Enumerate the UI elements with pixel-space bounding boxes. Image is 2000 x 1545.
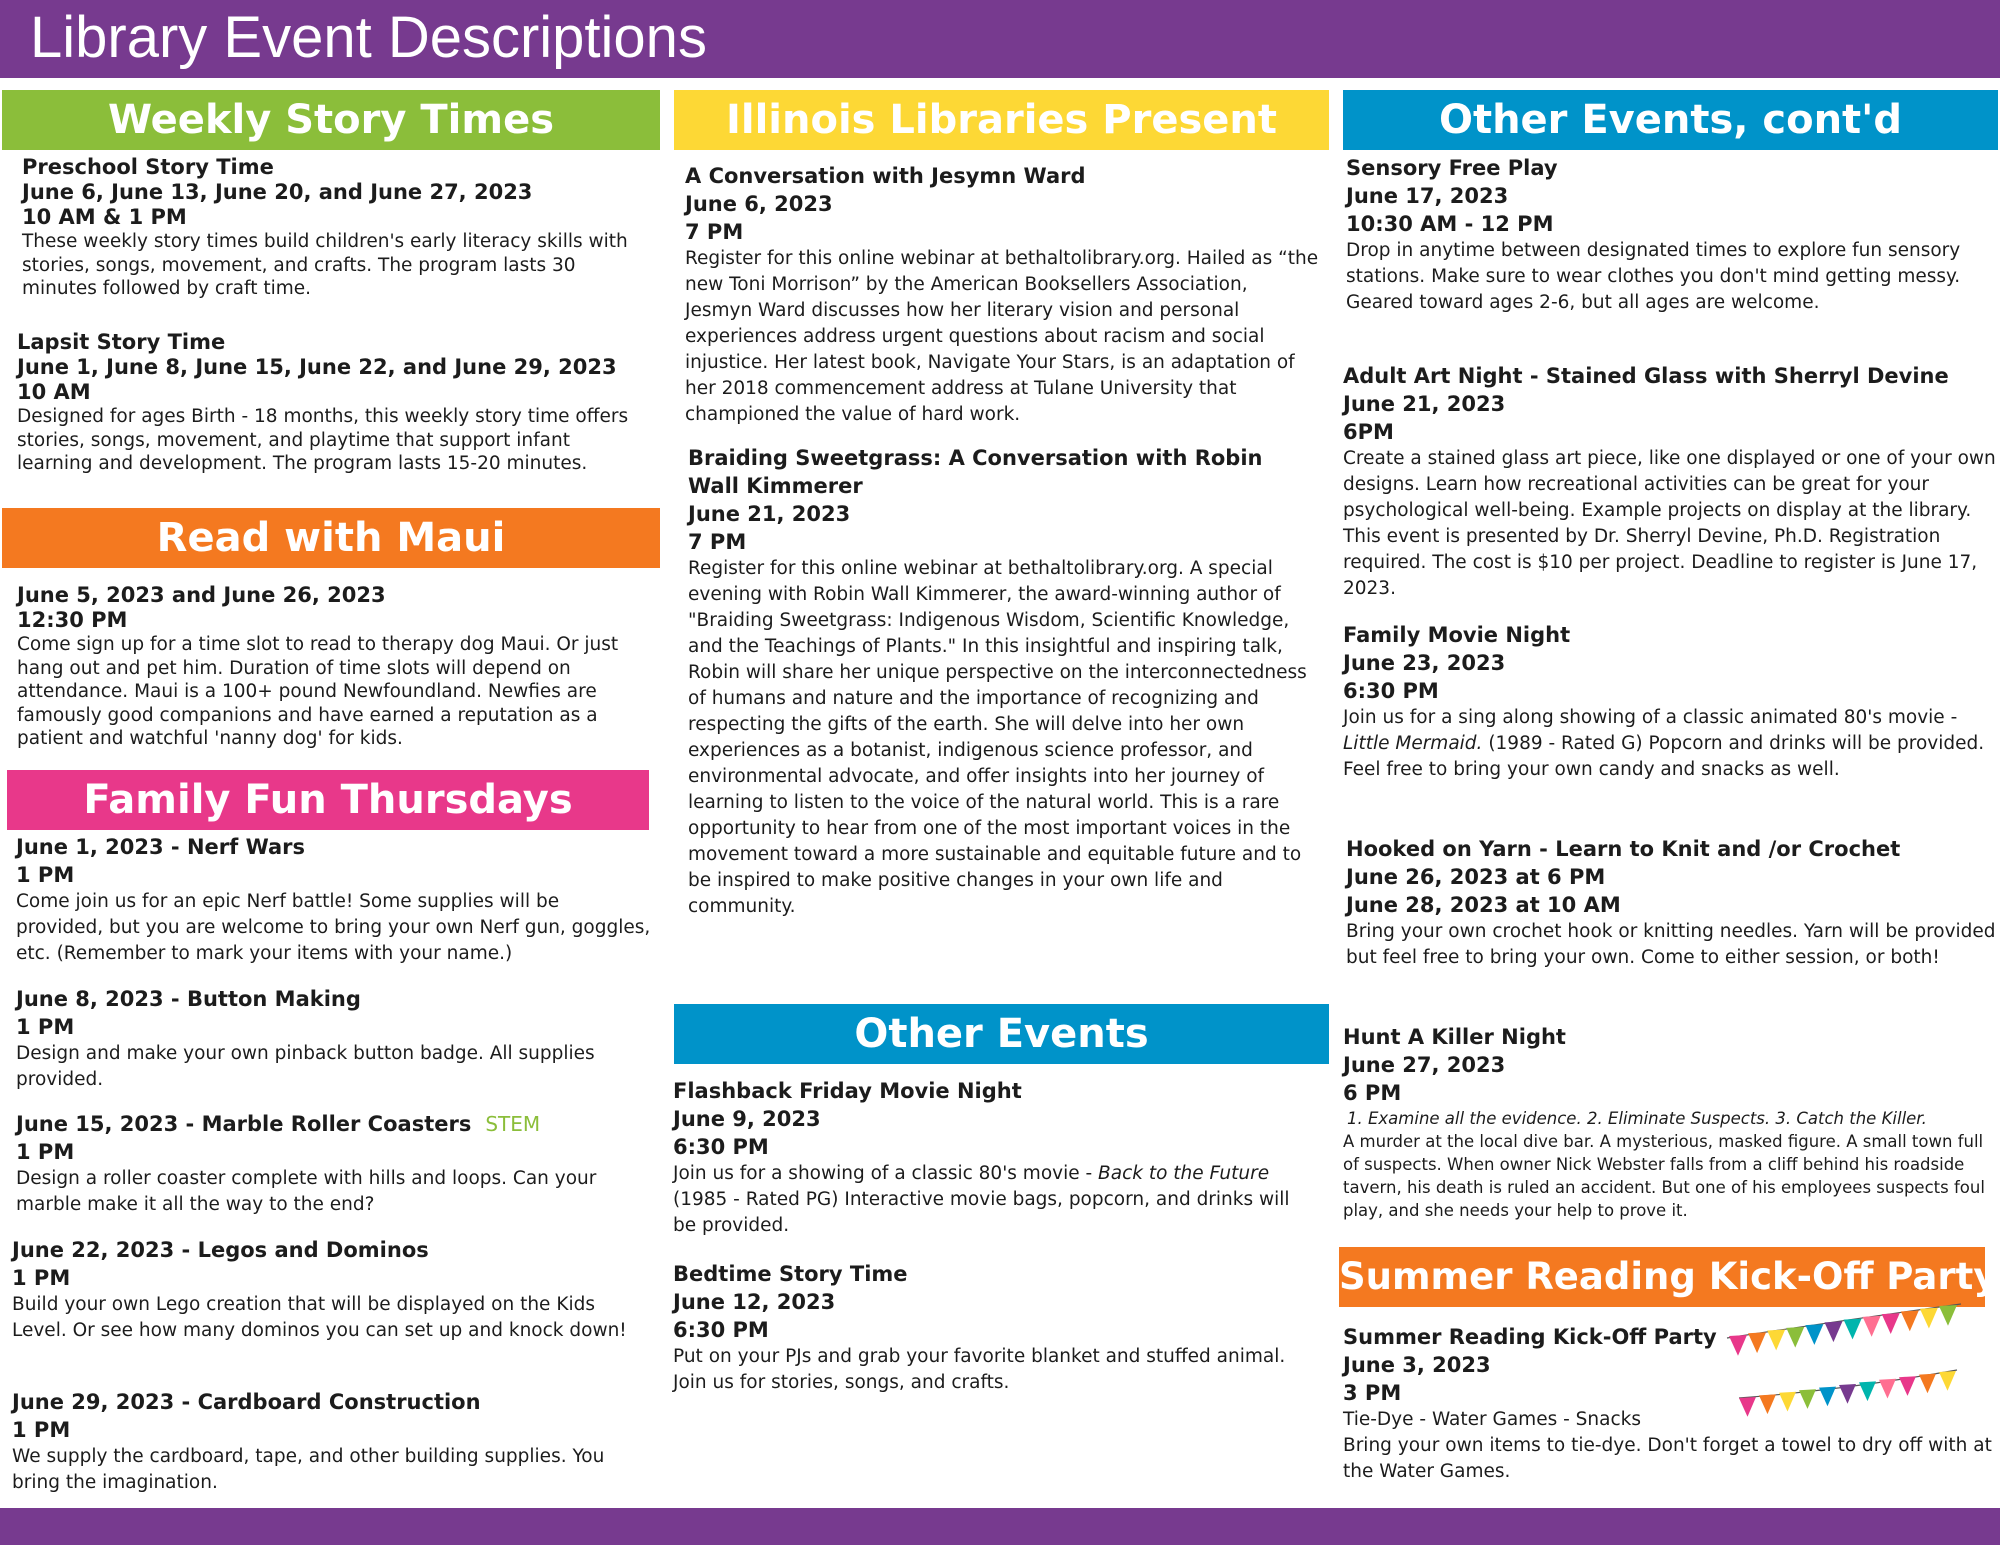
bunting-flag [1939,1305,1957,1326]
event-description: Bring your own items to tie-dye. Don't forget a towel to dry off with at the Water Games. [1343,1435,1992,1482]
family-fun-thursdays-banner [7,770,649,830]
page-title: Library Event Descriptions [30,5,707,70]
event-time: 7 PM [688,530,747,554]
event-description: Put on your PJs and grab your favorite blanket and stuffed animal. Join us for stories, songs, and crafts. [673,1346,1286,1393]
event-description: Register for this online webinar at bethaltolibrary.org. A special evening with Robin Wall Kimmerer, the award-winning author of "Braiding Sweetgrass: Indigenous Wisdom, Scientific Knowledge, and the Teachings of Plants." In this insightful and inspiring talk, Robin will share her unique perspective on the interconnectedness of humans and nature and the importance of recognizing and respecting the gifts of the earth. She will delve into her own experiences as a botanist, indigenous science professor, and environmental advocate, and offer insights into her journey of learning to listen to the voice of the natural world. This is a rare opportunity to hear from one of the most important voices in the movement toward a more sustainable and equitable future and to be inspired to make positive changes in your own life and community. [688,558,1307,917]
weekly-story-times-section [22,155,642,301]
event-date: June 21, 2023 [1343,392,1506,416]
event-date: June 23, 2023 [1343,651,1506,675]
other-events-contd-heading: Other Events, cont'd [1438,97,1903,143]
family-fun-thursdays-heading: Family Fun Thursdays [83,777,573,823]
marble-roller-coasters-event [12,1110,652,1236]
summer-reading-banner [1339,1247,1998,1307]
adult-art-night-event [1343,362,1998,621]
legos-dominos-event [12,1236,652,1388]
event-time: 10 AM [17,380,91,404]
event-title: Summer Reading Kick-Off Party [1343,1325,1717,1349]
event-time: 1 PM [16,1140,75,1164]
sensory-free-play-event [1343,154,1998,362]
event-time: 6:30 PM [673,1135,769,1159]
bunting-flag [1786,1327,1804,1348]
title-bar [0,0,2000,78]
event-title: Bedtime Story Time [673,1262,908,1286]
event-description: These weekly story times build children's early literacy skills with stories, songs, movement, and crafts. The program lasts 30 minutes followed by craft time. [22,231,628,299]
bunting-flag [1899,1376,1916,1396]
event-date-2: June 28, 2023 at 10 AM [1346,893,1621,917]
illinois-libraries-section [685,162,1320,920]
button-making-event [12,985,652,1110]
bunting-flag [1920,1308,1938,1329]
event-description [1343,705,1998,783]
event-dates: June 6, June 13, June 20, and June 27, 2023 [22,180,533,204]
bunting-flag [1799,1389,1816,1409]
event-time: 7 PM [685,220,744,244]
illinois-libraries-banner [674,90,1329,150]
flashback-friday-event [673,1077,1313,1260]
read-with-maui-event [17,583,642,751]
event-time: 1 PM [16,863,75,887]
event-description: Design a roller coaster complete with hills and loops. Can your marble make it all the way to the end? [16,1168,597,1215]
event-date: June 27, 2023 [1343,1053,1506,1077]
event-title: Hunt A Killer Night [1343,1025,1566,1049]
bunting-flag [1859,1381,1876,1401]
event-dates: June 5, 2023 and June 26, 2023 [17,583,386,607]
event-date: June 3, 2023 [1343,1353,1491,1377]
event-description: Build your own Lego creation that will be displayed on the Kids Level. Or see how many dominos you can set up and knock down! [12,1294,627,1341]
event-date: June 17, 2023 [1346,184,1509,208]
event-title: June 15, 2023 - Marble Roller Coasters [16,1112,472,1136]
read-with-maui-heading: Read with Maui [156,515,506,561]
event-tagline: 1. Examine all the evidence. 2. Eliminate Suspects. 3. Catch the Killer. [1347,1109,1927,1128]
event-title: June 1, 2023 - Nerf Wars [16,835,306,859]
bunting-flag [1824,1321,1842,1342]
bunting-flag [1739,1397,1756,1417]
event-time: 6:30 PM [1343,679,1439,703]
bunting-flag [1901,1310,1919,1331]
family-fun-thursdays-section [12,833,652,1496]
event-time: 1 PM [16,1015,75,1039]
event-description: Drop in anytime between designated times to explore fun sensory stations. Make sure to wear clothes you don't mind getting messy. Geared toward ages 2-6, but all ages are welcome. [1346,240,1961,313]
event-time: 3 PM [1343,1381,1402,1405]
hooked-on-yarn-event [1343,835,1998,1023]
event-date: June 21, 2023 [688,502,851,526]
bunting-flag [1882,1313,1900,1334]
event-title: June 29, 2023 - Cardboard Construction [12,1390,481,1414]
event-time: 6 PM [1343,1081,1402,1105]
event-title: June 8, 2023 - Button Making [16,987,361,1011]
bunting-flag [1939,1371,1956,1391]
event-date: June 6, 2023 [685,192,833,216]
event-title: Family Movie Night [1343,623,1571,647]
weekly-story-times-heading: Weekly Story Times [107,97,554,143]
description-start: Join us for a sing along showing of a classic animated 80's movie - [1343,707,1958,728]
movie-title: Little Mermaid. [1343,733,1483,754]
event-description: Come join us for an epic Nerf battle! Some supplies will be provided, but you are welcome to bring your own Nerf gun, goggles, etc. (Remember to mark your items with your name.) [16,891,651,964]
event-title: Preschool Story Time [22,155,274,179]
cardboard-construction-event [12,1388,652,1496]
nerf-wars-event [12,833,652,985]
hunt-a-killer-event [1343,1023,1998,1222]
event-date: June 12, 2023 [673,1290,836,1314]
bunting-flag [1919,1374,1936,1394]
other-events-banner [674,1004,1329,1064]
bunting-flag [1748,1332,1766,1353]
event-time: 1 PM [12,1266,71,1290]
event-time: 10 AM & 1 PM [22,205,187,229]
other-events-section [673,1077,1313,1396]
event-title: Sensory Free Play [1346,156,1558,180]
event-description: Register for this online webinar at bethaltolibrary.org. Hailed as “the new Toni Morrison” by the American Booksellers Association, Jesmyn Ward discusses how her literary vision and personal experiences address urgent questions about racism and social injustice. Her latest book, Navigate Your Stars, is an adaptation of her 2018 commencement address at Tulane University that championed the value of hard work. [685,248,1319,425]
weekly-story-times-banner [2,90,660,150]
event-title: Braiding Sweetgrass: A Conversation with Robin Wall Kimmerer [688,446,1263,498]
bunting-flag [1729,1335,1747,1356]
event-time: 10:30 AM - 12 PM [1346,212,1554,236]
other-events-heading: Other Events [854,1011,1149,1057]
event-time: 1 PM [12,1418,71,1442]
bunting-flag [1819,1387,1836,1407]
event-description: Designed for ages Birth - 18 months, this weekly story time offers stories, songs, movement, and playtime that support infant learning and development. The program lasts 15-20 minutes. [17,406,629,474]
event-title: Flashback Friday Movie Night [673,1079,1022,1103]
event-title: Adult Art Night - Stained Glass with Sherryl Devine [1343,364,1949,388]
event-date-1: June 26, 2023 at 6 PM [1346,865,1606,889]
other-events-contd-section [1343,154,1998,1222]
event-dates: June 1, June 8, June 15, June 22, and June 29, 2023 [17,355,617,379]
event-description: Design and make your own pinback button badge. All supplies provided. [16,1043,595,1090]
event-title-row [12,1110,652,1138]
event-activities: Tie-Dye - Water Games - Snacks [1343,1409,1641,1430]
read-with-maui-banner [2,508,660,568]
description-start: Join us for a showing of a classic 80's movie - [673,1163,1099,1184]
event-time: 6PM [1343,420,1394,444]
description-end: (1989 - Rated G) Popcorn and drinks will be provided. Feel free to bring your own candy and snacks as well. [1343,733,1985,780]
event-description: Come sign up for a time slot to read to therapy dog Maui. Or just hang out and pet him. Duration of time slots will depend on attendance. Maui is a 100+ pound Newfoundland. Newfies are famously good companions and have earned a reputation as a patient and watchful 'nanny dog' for kids. [17,634,619,749]
lapsit-section [17,330,642,476]
bunting-flag [1879,1379,1896,1399]
event-description: Bring your own crochet hook or knitting needles. Yarn will be provided but feel free to bring your own. Come to either session, or both! [1346,921,1996,968]
summer-reading-heading: Summer Reading Kick-Off Party [1339,1255,1998,1298]
event-description: Create a stained glass art piece, like one displayed or one of your own designs. Learn how recreational activities can be great for your psychological well-being. Example projects on display at the library. This event is presented by Dr. Sherryl Devine, Ph.D. Registration required. The cost is $10 per project. Deadline to register is June 17, 2023. [1343,448,1996,599]
illinois-libraries-heading: Illinois Libraries Present [726,97,1277,143]
bunting-flag [1839,1384,1856,1404]
preschool-story-time [22,155,642,301]
lapsit-story-time [17,330,642,476]
event-time: 6:30 PM [673,1318,769,1342]
other-events-contd-banner [1343,90,1998,150]
bunting-flag [1805,1324,1823,1345]
family-movie-night-event [1343,621,1998,835]
bunting-flag [1863,1316,1881,1337]
footer-bar [0,1508,2000,1545]
bunting-flag [1767,1330,1785,1351]
party-bunting-icon [1725,1300,1965,1420]
bunting-flag [1759,1394,1776,1414]
movie-title: Back to the Future [1098,1163,1270,1184]
description-end: (1985 - Rated PG) Interactive movie bags, popcorn, and drinks will be provided. [673,1189,1290,1236]
stem-tag: STEM [485,1112,541,1136]
event-time: 12:30 PM [17,608,128,632]
event-title: June 22, 2023 - Legos and Dominos [12,1238,429,1262]
event-title: A Conversation with Jesymn Ward [685,164,1086,188]
event-description [673,1161,1313,1239]
bedtime-story-time-event [673,1260,1313,1396]
event-date: June 9, 2023 [673,1107,821,1131]
event-title: Hooked on Yarn - Learn to Knit and /or Crochet [1346,837,1901,861]
bunting-flag [1844,1319,1862,1340]
braiding-sweetgrass-event [685,444,1320,920]
bunting-flag [1779,1392,1796,1412]
event-description: We supply the cardboard, tape, and other building supplies. You bring the imagination. [12,1446,605,1493]
jesmyn-ward-event [685,162,1320,444]
event-title: Lapsit Story Time [17,330,226,354]
event-description: A murder at the local dive bar. A mysterious, masked figure. A small town full of suspects. When owner Nick Webster falls from a cliff behind his roadside tavern, his death is ruled an accident. But one of his employees suspects foul play, and she needs your help to prove it. [1343,1132,1985,1220]
read-with-maui-section [17,583,642,751]
